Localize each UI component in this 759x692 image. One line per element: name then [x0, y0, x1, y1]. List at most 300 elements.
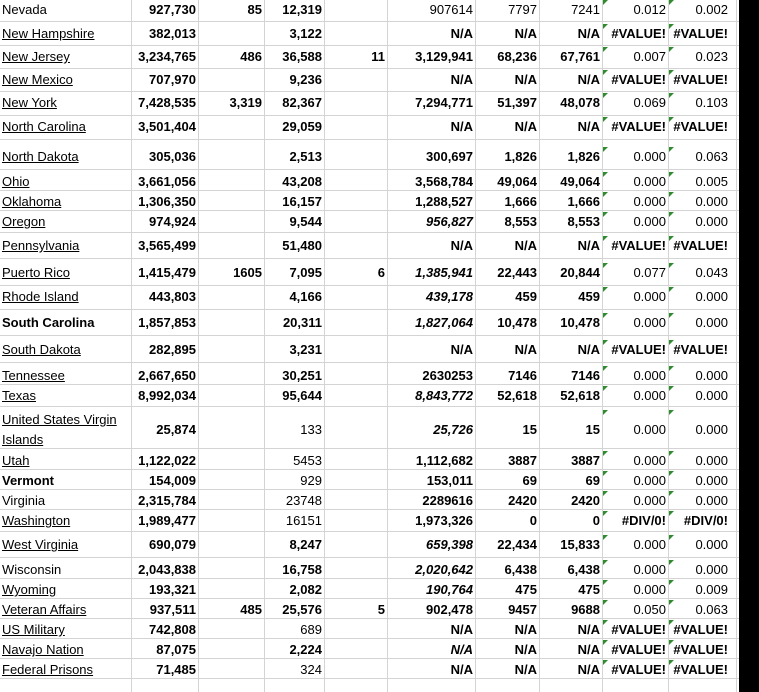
value-cell-h[interactable]: 51,397 [497, 95, 537, 110]
value-cell-d[interactable] [200, 340, 262, 360]
value-cell-e[interactable]: 16151 [285, 513, 322, 528]
value-cell-c[interactable]: 1,122,022 [138, 453, 196, 468]
value-cell-f[interactable] [326, 471, 385, 491]
value-cell-f[interactable] [326, 535, 385, 555]
value-cell-h[interactable]: 22,434 [497, 537, 537, 552]
value-cell-g[interactable]: 1,385,941 [415, 265, 473, 280]
value-cell-c[interactable]: 3,661,056 [138, 174, 196, 189]
value-cell-d[interactable]: 3,319 [229, 95, 262, 110]
value-cell-f[interactable] [326, 212, 385, 232]
value-cell-k[interactable]: 0.063 [695, 149, 728, 164]
value-cell-i[interactable]: 10,478 [560, 315, 600, 330]
value-cell-f[interactable] [326, 620, 385, 640]
value-cell-f[interactable] [326, 236, 385, 256]
value-cell-c[interactable]: 707,970 [149, 72, 196, 87]
state-name-cell[interactable]: Virginia [2, 493, 46, 508]
value-cell-h[interactable]: 8,553 [504, 214, 537, 229]
value-cell-f[interactable]: 5 [377, 602, 385, 617]
error-indicator-icon [669, 172, 674, 177]
value-cell-d[interactable] [200, 471, 262, 491]
state-name-cell[interactable]: Navajo Nation [2, 642, 84, 657]
value-cell-d[interactable] [200, 660, 262, 680]
value-cell-e[interactable]: 25,576 [282, 602, 322, 617]
value-cell-c[interactable]: 937,511 [149, 602, 196, 617]
row-gridline [0, 531, 739, 532]
value-cell-c[interactable]: 8,992,034 [138, 388, 196, 403]
value-cell-j[interactable]: 0.000 [633, 493, 666, 508]
value-cell-i[interactable]: N/A [577, 662, 600, 677]
value-cell-g[interactable]: N/A [450, 342, 473, 357]
value-cell-d[interactable] [200, 451, 262, 471]
value-cell-j[interactable]: 0.000 [633, 388, 666, 403]
value-cell-g[interactable]: 907614 [429, 2, 473, 17]
value-cell-f[interactable] [326, 660, 385, 680]
value-cell-h[interactable]: 1,666 [504, 194, 537, 209]
value-cell-g[interactable]: 2630253 [422, 368, 473, 383]
value-cell-c[interactable]: 87,075 [156, 642, 196, 657]
value-cell-h[interactable]: 1,826 [504, 149, 537, 164]
value-cell-f[interactable] [326, 93, 385, 113]
value-cell-k[interactable]: 0.000 [695, 453, 728, 468]
value-cell-f[interactable] [326, 70, 385, 90]
value-cell-j[interactable]: 0.000 [633, 473, 666, 488]
value-cell-c[interactable]: 2,043,838 [138, 562, 196, 577]
value-cell-f[interactable] [326, 24, 385, 44]
value-cell-j[interactable]: #VALUE! [611, 342, 666, 357]
state-name-cell[interactable]: New Mexico [2, 72, 73, 87]
value-cell-e[interactable]: 36,588 [282, 49, 322, 64]
value-cell-i[interactable]: N/A [577, 238, 600, 253]
value-cell-g[interactable]: 902,478 [426, 602, 473, 617]
value-cell-f[interactable] [326, 560, 385, 580]
state-name-cell[interactable]: Oregon [2, 214, 46, 229]
value-cell-d[interactable] [200, 420, 262, 440]
value-cell-g[interactable]: 659,398 [426, 537, 473, 552]
state-name-cell[interactable]: Pennsylvania [2, 238, 80, 253]
value-cell-j[interactable]: 0.000 [633, 315, 666, 330]
value-cell-g[interactable]: 439,178 [426, 289, 473, 304]
value-cell-h[interactable]: N/A [514, 342, 537, 357]
value-cell-c[interactable]: 382,013 [149, 26, 196, 41]
state-name-cell[interactable]: Nevada [2, 2, 47, 17]
value-cell-e[interactable]: 3,122 [289, 26, 322, 41]
value-cell-i[interactable]: N/A [577, 72, 600, 87]
value-cell-c[interactable]: 3,234,765 [138, 49, 196, 64]
value-cell-d[interactable] [200, 535, 262, 555]
value-cell-c[interactable]: 1,415,479 [138, 265, 196, 280]
value-cell-k[interactable]: 0.000 [695, 194, 728, 209]
value-cell-h[interactable]: N/A [514, 26, 537, 41]
value-cell-i[interactable]: 15,833 [560, 537, 600, 552]
value-cell-i[interactable]: 475 [578, 582, 600, 597]
state-name-cell[interactable]: New Hampshire [2, 26, 95, 41]
state-name-cell[interactable]: New York [2, 95, 57, 110]
value-cell-e[interactable]: 689 [300, 622, 322, 637]
state-name-cell[interactable]: United States Virgin Islands [2, 412, 117, 447]
value-cell-g[interactable]: 2289616 [422, 493, 473, 508]
value-cell-f[interactable] [326, 511, 385, 531]
value-cell-e[interactable]: 16,157 [282, 194, 322, 209]
value-cell-i[interactable]: 1,826 [567, 149, 600, 164]
value-cell-h[interactable]: N/A [514, 642, 537, 657]
value-cell-j[interactable]: #VALUE! [611, 72, 666, 87]
value-cell-e[interactable]: 12,319 [282, 2, 322, 17]
error-indicator-icon [603, 70, 608, 75]
error-indicator-icon [669, 386, 674, 391]
state-name-cell[interactable]: West Virginia [2, 537, 79, 552]
value-cell-d[interactable]: 485 [240, 602, 262, 617]
value-cell-j[interactable]: 0.012 [633, 2, 666, 17]
value-cell-j[interactable]: 0.050 [633, 602, 666, 617]
value-cell-e[interactable]: 4,166 [289, 289, 322, 304]
state-name-cell[interactable]: Wisconsin [2, 562, 62, 577]
value-cell-f[interactable] [326, 366, 385, 386]
value-cell-k[interactable]: 0.000 [695, 422, 728, 437]
error-indicator-icon [669, 212, 674, 217]
value-cell-h[interactable]: 52,618 [497, 388, 537, 403]
value-cell-g[interactable]: N/A [450, 72, 473, 87]
value-cell-c[interactable]: 2,667,650 [138, 368, 196, 383]
state-name-cell[interactable]: Rhode Island [2, 289, 79, 304]
row-gridline [0, 406, 739, 407]
value-cell-e[interactable]: 30,251 [282, 368, 322, 383]
value-cell-j[interactable]: #DIV/0! [621, 513, 666, 528]
value-cell-k[interactable]: #VALUE! [673, 72, 728, 87]
value-cell-c[interactable]: 1,989,477 [138, 513, 196, 528]
value-cell-g[interactable]: 300,697 [426, 149, 473, 164]
value-cell-k[interactable]: 0.000 [695, 537, 728, 552]
value-cell-c[interactable]: 25,874 [156, 422, 196, 437]
value-cell-e[interactable]: 2,513 [289, 149, 322, 164]
value-cell-e[interactable]: 51,480 [282, 238, 322, 253]
value-cell-i[interactable]: 49,064 [560, 174, 600, 189]
value-cell-i[interactable]: N/A [577, 622, 600, 637]
state-name-cell[interactable]: Vermont [2, 473, 55, 488]
value-cell-d[interactable] [200, 192, 262, 212]
value-cell-k[interactable]: 0.000 [695, 562, 728, 577]
value-cell-c[interactable]: 2,315,784 [138, 493, 196, 508]
state-name-cell[interactable]: South Carolina [2, 315, 95, 330]
value-cell-g[interactable]: N/A [450, 26, 473, 41]
value-cell-g[interactable]: 153,011 [426, 473, 473, 488]
value-cell-h[interactable]: 7797 [508, 2, 537, 17]
value-cell-f[interactable] [326, 580, 385, 600]
value-cell-h[interactable]: 9457 [508, 602, 537, 617]
value-cell-i[interactable]: 2420 [571, 493, 600, 508]
value-cell-f[interactable] [326, 491, 385, 511]
value-cell-e[interactable]: 8,247 [289, 537, 322, 552]
value-cell-c[interactable]: 3,565,499 [138, 238, 196, 253]
value-cell-g[interactable]: N/A [450, 642, 473, 657]
value-cell-f[interactable]: 11 [371, 49, 385, 64]
state-name-cell[interactable]: Veteran Affairs [2, 602, 87, 617]
value-cell-h[interactable]: 49,064 [497, 174, 537, 189]
value-cell-j[interactable]: 0.000 [633, 289, 666, 304]
value-cell-f[interactable] [326, 117, 385, 137]
value-cell-k[interactable]: #VALUE! [673, 238, 728, 253]
value-cell-k[interactable]: #VALUE! [673, 642, 728, 657]
value-cell-g[interactable]: 956,827 [426, 214, 473, 229]
value-cell-d[interactable] [200, 386, 262, 406]
value-cell-c[interactable]: 71,485 [156, 662, 196, 677]
value-cell-e[interactable]: 133 [300, 422, 322, 437]
value-cell-e[interactable]: 95,644 [282, 388, 322, 403]
value-cell-f[interactable] [326, 287, 385, 307]
value-cell-j[interactable]: 0.000 [633, 368, 666, 383]
value-cell-i[interactable]: 20,844 [560, 265, 600, 280]
value-cell-k[interactable]: 0.000 [695, 493, 728, 508]
value-cell-k[interactable]: 0.000 [695, 388, 728, 403]
value-cell-j[interactable]: #VALUE! [611, 622, 666, 637]
value-cell-g[interactable]: N/A [450, 119, 473, 134]
value-cell-i[interactable]: N/A [577, 342, 600, 357]
value-cell-e[interactable]: 9,544 [289, 214, 322, 229]
value-cell-e[interactable]: 2,224 [289, 642, 322, 657]
value-cell-k[interactable]: 0.002 [695, 2, 728, 17]
value-cell-g[interactable]: N/A [450, 622, 473, 637]
value-cell-d[interactable] [200, 212, 262, 232]
value-cell-g[interactable]: N/A [450, 238, 473, 253]
value-cell-h[interactable]: 475 [515, 582, 537, 597]
value-cell-c[interactable]: 305,036 [149, 149, 196, 164]
value-cell-c[interactable]: 154,009 [149, 473, 196, 488]
value-cell-j[interactable]: #VALUE! [611, 238, 666, 253]
value-cell-e[interactable]: 3,231 [289, 342, 322, 357]
value-cell-h[interactable]: N/A [514, 238, 537, 253]
value-cell-k[interactable]: 0.043 [695, 265, 728, 280]
state-name-cell[interactable]: Wyoming [2, 582, 57, 597]
value-cell-h[interactable]: N/A [514, 72, 537, 87]
value-cell-g[interactable]: 3,568,784 [415, 174, 473, 189]
value-cell-g[interactable]: 190,764 [426, 582, 473, 597]
value-cell-c[interactable]: 974,924 [149, 214, 196, 229]
value-cell-h[interactable]: N/A [514, 622, 537, 637]
value-cell-f[interactable] [326, 451, 385, 471]
value-cell-i[interactable]: N/A [577, 119, 600, 134]
value-cell-f[interactable] [326, 420, 385, 440]
value-cell-f[interactable] [326, 313, 385, 333]
value-cell-e[interactable]: 23748 [285, 493, 322, 508]
value-cell-h[interactable]: 0 [529, 513, 537, 528]
value-cell-i[interactable]: 1,666 [567, 194, 600, 209]
value-cell-h[interactable]: 15 [522, 422, 537, 437]
value-cell-j[interactable]: 0.000 [633, 194, 666, 209]
value-cell-c[interactable]: 282,895 [149, 342, 196, 357]
value-cell-f[interactable] [326, 340, 385, 360]
value-cell-j[interactable]: 0.000 [633, 582, 666, 597]
value-cell-f[interactable] [326, 386, 385, 406]
value-cell-f[interactable] [326, 0, 385, 20]
value-cell-g[interactable]: 1,827,064 [415, 315, 473, 330]
value-cell-g[interactable]: 25,726 [433, 422, 473, 437]
value-cell-i[interactable]: 7241 [571, 2, 600, 17]
value-cell-c[interactable]: 690,079 [149, 537, 196, 552]
value-cell-f[interactable] [326, 640, 385, 660]
value-cell-d[interactable] [200, 620, 262, 640]
value-cell-g[interactable]: 1,288,527 [415, 194, 473, 209]
state-name-cell[interactable]: South Dakota [2, 342, 81, 357]
value-cell-d[interactable] [200, 640, 262, 660]
state-name-cell[interactable]: Texas [2, 388, 36, 403]
value-cell-d[interactable]: 486 [240, 49, 262, 64]
value-cell-i[interactable]: 8,553 [567, 214, 600, 229]
value-cell-k[interactable]: 0.009 [695, 582, 728, 597]
value-cell-i[interactable]: 7146 [571, 368, 600, 383]
error-indicator-icon [669, 600, 674, 605]
value-cell-e[interactable]: 43,208 [282, 174, 322, 189]
value-cell-k[interactable]: #VALUE! [673, 662, 728, 677]
value-cell-j[interactable]: 0.000 [633, 149, 666, 164]
state-name-cell[interactable]: Federal Prisons [2, 662, 94, 677]
value-cell-h[interactable]: 22,443 [497, 265, 537, 280]
value-cell-d[interactable] [200, 117, 262, 137]
value-cell-e[interactable]: 16,758 [282, 562, 322, 577]
value-cell-k[interactable]: 0.000 [695, 289, 728, 304]
value-cell-f[interactable] [326, 147, 385, 167]
state-name-cell[interactable]: Ohio [2, 174, 30, 189]
value-cell-g[interactable]: N/A [450, 662, 473, 677]
value-cell-j[interactable]: 0.000 [633, 453, 666, 468]
value-cell-i[interactable]: 67,761 [560, 49, 600, 64]
value-cell-k[interactable]: 0.063 [695, 602, 728, 617]
value-cell-d[interactable] [200, 236, 262, 256]
value-cell-k[interactable]: 0.000 [695, 473, 728, 488]
value-cell-d[interactable] [200, 511, 262, 531]
value-cell-j[interactable]: #VALUE! [611, 642, 666, 657]
value-cell-k[interactable]: #VALUE! [673, 119, 728, 134]
value-cell-e[interactable]: 5453 [293, 453, 322, 468]
value-cell-e[interactable]: 324 [300, 662, 322, 677]
value-cell-i[interactable]: N/A [577, 26, 600, 41]
value-cell-c[interactable]: 3,501,404 [138, 119, 196, 134]
value-cell-i[interactable]: 3887 [571, 453, 600, 468]
value-cell-c[interactable]: 7,428,535 [138, 95, 196, 110]
value-cell-k[interactable]: #VALUE! [673, 26, 728, 41]
value-cell-k[interactable]: 0.000 [695, 368, 728, 383]
value-cell-i[interactable]: 459 [578, 289, 600, 304]
value-cell-e[interactable]: 9,236 [289, 72, 322, 87]
state-name-cell[interactable]: Oklahoma [2, 194, 62, 209]
value-cell-i[interactable]: 48,078 [560, 95, 600, 110]
value-cell-d[interactable] [200, 70, 262, 90]
value-cell-i[interactable]: 52,618 [560, 388, 600, 403]
value-cell-d[interactable] [200, 491, 262, 511]
value-cell-i[interactable]: 15 [585, 422, 600, 437]
value-cell-h[interactable]: 459 [515, 289, 537, 304]
value-cell-j[interactable]: 0.000 [633, 422, 666, 437]
state-name-cell[interactable]: North Carolina [2, 119, 86, 134]
value-cell-j[interactable]: 0.000 [633, 214, 666, 229]
value-cell-d[interactable] [200, 560, 262, 580]
state-name-cell[interactable]: Utah [2, 453, 30, 468]
value-cell-g[interactable]: 1,973,326 [415, 513, 473, 528]
value-cell-e[interactable]: 29,059 [282, 119, 322, 134]
value-cell-e[interactable]: 7,095 [289, 265, 322, 280]
value-cell-j[interactable]: 0.000 [633, 562, 666, 577]
value-cell-c[interactable]: 742,808 [149, 622, 196, 637]
state-name-cell[interactable]: Puerto Rico [2, 265, 70, 280]
value-cell-h[interactable]: N/A [514, 119, 537, 134]
value-cell-d[interactable] [200, 580, 262, 600]
value-cell-h[interactable]: 3887 [508, 453, 537, 468]
value-cell-k[interactable]: #VALUE! [673, 342, 728, 357]
value-cell-i[interactable]: N/A [577, 642, 600, 657]
value-cell-j[interactable]: #VALUE! [611, 26, 666, 41]
value-cell-k[interactable]: 0.000 [695, 315, 728, 330]
state-name-cell[interactable]: Tennessee [2, 368, 65, 383]
value-cell-f[interactable]: 6 [377, 265, 385, 280]
value-cell-g[interactable]: 3,129,941 [415, 49, 473, 64]
value-cell-c[interactable]: 1,857,853 [138, 315, 196, 330]
value-cell-d[interactable]: 85 [247, 2, 262, 17]
value-cell-e[interactable]: 2,082 [289, 582, 322, 597]
value-cell-d[interactable] [200, 313, 262, 333]
value-cell-j[interactable]: 0.077 [633, 265, 666, 280]
value-cell-c[interactable]: 193,321 [149, 582, 196, 597]
column-gridline [668, 0, 669, 692]
value-cell-c[interactable]: 443,803 [149, 289, 196, 304]
value-cell-i[interactable]: 9688 [571, 602, 600, 617]
value-cell-c[interactable]: 1,306,350 [138, 194, 196, 209]
state-name-cell[interactable]: North Dakota [2, 149, 79, 164]
value-cell-g[interactable]: 1,112,682 [415, 453, 473, 468]
error-indicator-icon [603, 535, 608, 540]
value-cell-d[interactable] [200, 287, 262, 307]
value-cell-j[interactable]: 0.000 [633, 174, 666, 189]
value-cell-d[interactable] [200, 147, 262, 167]
value-cell-d[interactable] [200, 172, 262, 192]
value-cell-h[interactable]: 10,478 [497, 315, 537, 330]
value-cell-f[interactable] [326, 172, 385, 192]
value-cell-j[interactable]: #VALUE! [611, 119, 666, 134]
value-cell-i[interactable]: 69 [585, 473, 600, 488]
value-cell-h[interactable]: N/A [514, 662, 537, 677]
state-name-cell[interactable]: New Jersey [2, 49, 70, 64]
value-cell-i[interactable]: 6,438 [567, 562, 600, 577]
value-cell-j[interactable]: 0.000 [633, 537, 666, 552]
value-cell-e[interactable]: 82,367 [282, 95, 322, 110]
value-cell-h[interactable]: 2420 [508, 493, 537, 508]
value-cell-k[interactable]: 0.103 [695, 95, 728, 110]
value-cell-j[interactable]: 0.007 [633, 49, 666, 64]
value-cell-h[interactable]: 7146 [508, 368, 537, 383]
value-cell-i[interactable]: 0 [592, 513, 600, 528]
value-cell-k[interactable]: 0.023 [695, 49, 728, 64]
value-cell-h[interactable]: 69 [522, 473, 537, 488]
value-cell-k[interactable]: #VALUE! [673, 622, 728, 637]
state-name-cell[interactable]: Washington [2, 513, 71, 528]
value-cell-f[interactable] [326, 192, 385, 212]
value-cell-k[interactable]: #DIV/0! [683, 513, 728, 528]
value-cell-j[interactable]: 0.069 [633, 95, 666, 110]
value-cell-d[interactable] [200, 366, 262, 386]
value-cell-k[interactable]: 0.000 [695, 214, 728, 229]
value-cell-h[interactable]: 6,438 [504, 562, 537, 577]
value-cell-e[interactable]: 20,311 [282, 315, 322, 330]
value-cell-h[interactable]: 68,236 [497, 49, 537, 64]
value-cell-g[interactable]: 7,294,771 [415, 95, 473, 110]
value-cell-c[interactable]: 927,730 [149, 2, 196, 17]
value-cell-d[interactable]: 1605 [233, 265, 262, 280]
error-indicator-icon [603, 620, 608, 625]
value-cell-j[interactable]: #VALUE! [611, 662, 666, 677]
value-cell-k[interactable]: 0.005 [695, 174, 728, 189]
state-name-cell[interactable]: US Military [2, 622, 65, 637]
value-cell-g[interactable]: 8,843,772 [415, 388, 473, 403]
value-cell-g[interactable]: 2,020,642 [415, 562, 473, 577]
value-cell-e[interactable]: 929 [300, 473, 322, 488]
value-cell-d[interactable] [200, 24, 262, 44]
